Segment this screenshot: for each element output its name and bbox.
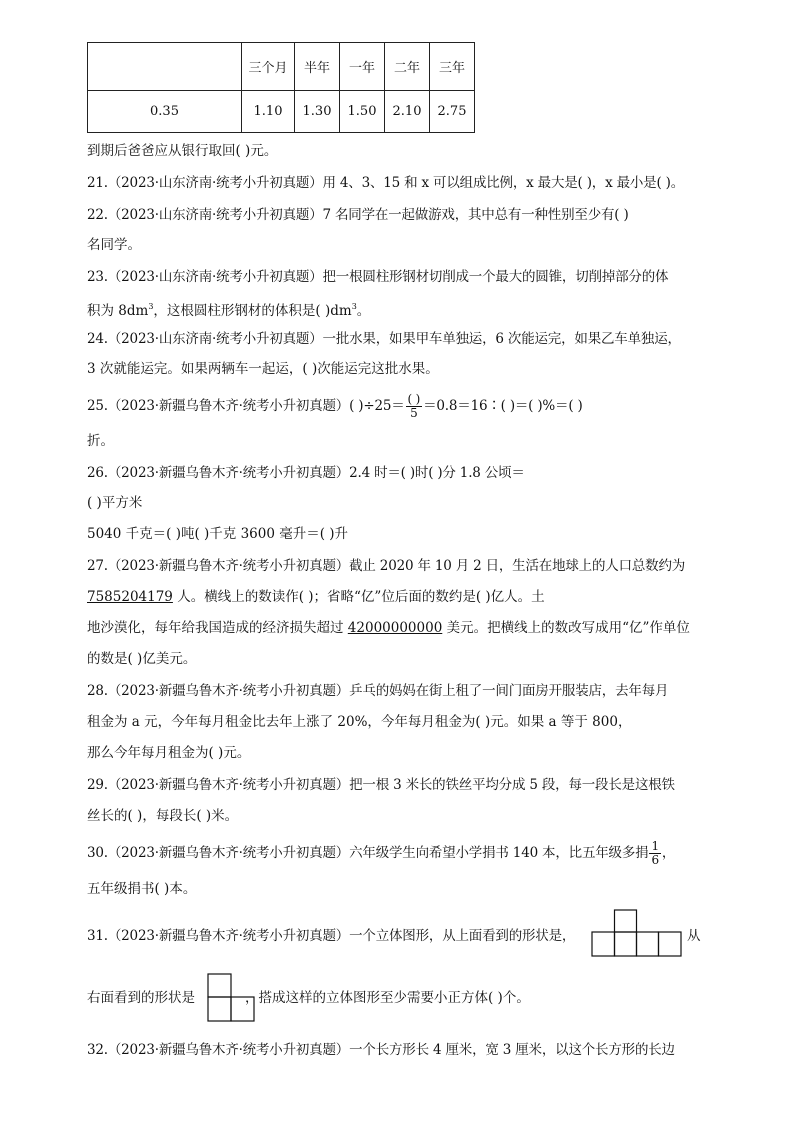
table-cell: 0.35	[88, 91, 242, 133]
q25-fraction	[406, 393, 423, 420]
question-30-line1	[87, 840, 675, 867]
question-27-line1: 27.（2023·新疆乌鲁木齐·统考小升初真题）截止 2020 年 10 月 2 日，生活在地球上的人口总数约为	[87, 558, 686, 574]
fraction-denominator: 5	[410, 406, 418, 420]
question-25-line1	[87, 393, 583, 420]
question-25-line2: 折。	[87, 433, 114, 449]
question-26-line1: 26.（2023·新疆乌鲁木齐·统考小升初真题）2.4 时＝( )时( )分 1.8 公顷＝	[87, 465, 525, 481]
table-cell: 2.10	[385, 91, 430, 133]
question-27-line2	[87, 588, 545, 606]
cubic-exponent: 3	[351, 302, 357, 311]
q30-text: ，	[661, 845, 676, 861]
question-27-line3	[87, 619, 690, 637]
underlined-number: 42000000000	[347, 620, 443, 636]
q27-text: 美元。把横线上的数改写成用“亿”作单位	[442, 620, 690, 636]
q25-text-a: 25.（2023·新疆乌鲁木齐·统考小升初真题）( )÷25＝	[87, 398, 405, 414]
table-cell: 1.30	[295, 91, 340, 133]
question-31-tail: 从	[687, 928, 701, 944]
q30-text: 30.（2023·新疆乌鲁木齐·统考小升初真题）六年级学生向希望小学捐书 140 本，比五年级多捐	[87, 845, 649, 861]
question-32-line1: 32.（2023·新疆乌鲁木齐·统考小升初真题）一个长方形长 4 厘米，宽 3 厘米，以这个长方形的长边	[87, 1042, 675, 1058]
fraction-numerator: ( )	[407, 392, 421, 406]
q31-text: ，搭成这样的立体图形至少需要小正方体( )个。	[245, 990, 530, 1006]
table-cell: 1.50	[340, 91, 385, 133]
question-23-line1: 23.（2023·山东济南·统考小升初真题）把一根圆柱形钢材切削成一个最大的圆锥，切削掉部分的体	[87, 269, 669, 285]
question-28-line3: 那么今年每月租金为( )元。	[87, 745, 251, 761]
q23-text-c: 。	[356, 303, 371, 319]
question-29-line1: 29.（2023·新疆乌鲁木齐·统考小升初真题）把一根 3 米长的铁丝平均分成 5 段，每一段长是这根铁	[87, 777, 675, 793]
question-22-line2: 名同学。	[87, 237, 141, 253]
question-30-line2: 五年级捐书( )本。	[87, 881, 197, 897]
top-view-shape	[591, 909, 687, 959]
question-26-line2: ( )平方米	[87, 495, 143, 511]
table-cell: 1.10	[242, 91, 295, 133]
q23-text-b: ，这根圆柱形钢材的体积是( )dm	[153, 303, 352, 319]
question-28-line2: 租金为 a 元，今年每月租金比去年上涨了 20%，今年每月租金为( )元。如果 a 等于 800，	[87, 714, 632, 730]
question-24-line1: 24.（2023·山东济南·统考小升初真题）一批水果，如果甲车单独运，6 次能运完，如果乙车单独运，	[87, 331, 681, 347]
interest-rate-table	[87, 42, 475, 133]
table-header-cell: 三年	[430, 43, 475, 91]
q23-text-a: 积为 8dm	[87, 303, 149, 319]
right-view-shape	[207, 973, 257, 1023]
table-header-cell: 半年	[295, 43, 340, 91]
fraction-denominator: 6	[651, 853, 659, 867]
question-22-line1: 22.（2023·山东济南·统考小升初真题）7 名同学在一起做游戏，其中总有一种性别至少有( )	[87, 207, 629, 223]
q30-fraction	[649, 840, 660, 867]
question-28-line1: 28.（2023·新疆乌鲁木齐·统考小升初真题）乒乓的妈妈在街上租了一间门面房开服装店，去年每月	[87, 683, 669, 699]
question-31-line2	[87, 989, 530, 1007]
q27-text: 人。横线上的数读作( )；省略“亿”位后面的数约是( )亿人。土	[172, 589, 545, 605]
table-header-row	[88, 43, 475, 91]
underlined-number: 7585204179	[87, 589, 173, 605]
table-row	[88, 91, 475, 133]
fraction-numerator: 1	[651, 839, 659, 853]
question-31-line1: 31.（2023·新疆乌鲁木齐·统考小升初真题）一个立体图形，从上面看到的形状是，	[87, 928, 576, 944]
question-27-line4: 的数是( )亿美元。	[87, 651, 197, 667]
q27-text: 地沙漠化，每年给我国造成的经济损失超过	[87, 620, 348, 636]
q31-text: 右面看到的形状是	[87, 990, 195, 1006]
question-26-line3: 5040 千克＝( )吨( )千克 3600 毫升＝( )升	[87, 526, 349, 542]
table-header-cell	[88, 43, 242, 91]
cubic-exponent: 3	[148, 302, 154, 311]
q20-conclusion: 到期后爸爸应从银行取回( )元。	[87, 143, 278, 159]
table-header-cell: 二年	[385, 43, 430, 91]
table-cell: 2.75	[430, 91, 475, 133]
question-29-line2: 丝长的( )，每段长( )米。	[87, 808, 239, 824]
table-header-cell: 一年	[340, 43, 385, 91]
question-23-line2	[87, 298, 370, 320]
question-24-line2: 3 次就能运完。如果两辆车一起运，( )次能运完这批水果。	[87, 361, 439, 377]
q25-text-b: ＝0.8＝16∶( )＝( )%＝( )	[423, 398, 583, 414]
table-header-cell: 三个月	[242, 43, 295, 91]
question-21: 21.（2023·山东济南·统考小升初真题）用 4、3、15 和 x 可以组成比例，x 最大是( )，x 最小是( )。	[87, 175, 685, 191]
